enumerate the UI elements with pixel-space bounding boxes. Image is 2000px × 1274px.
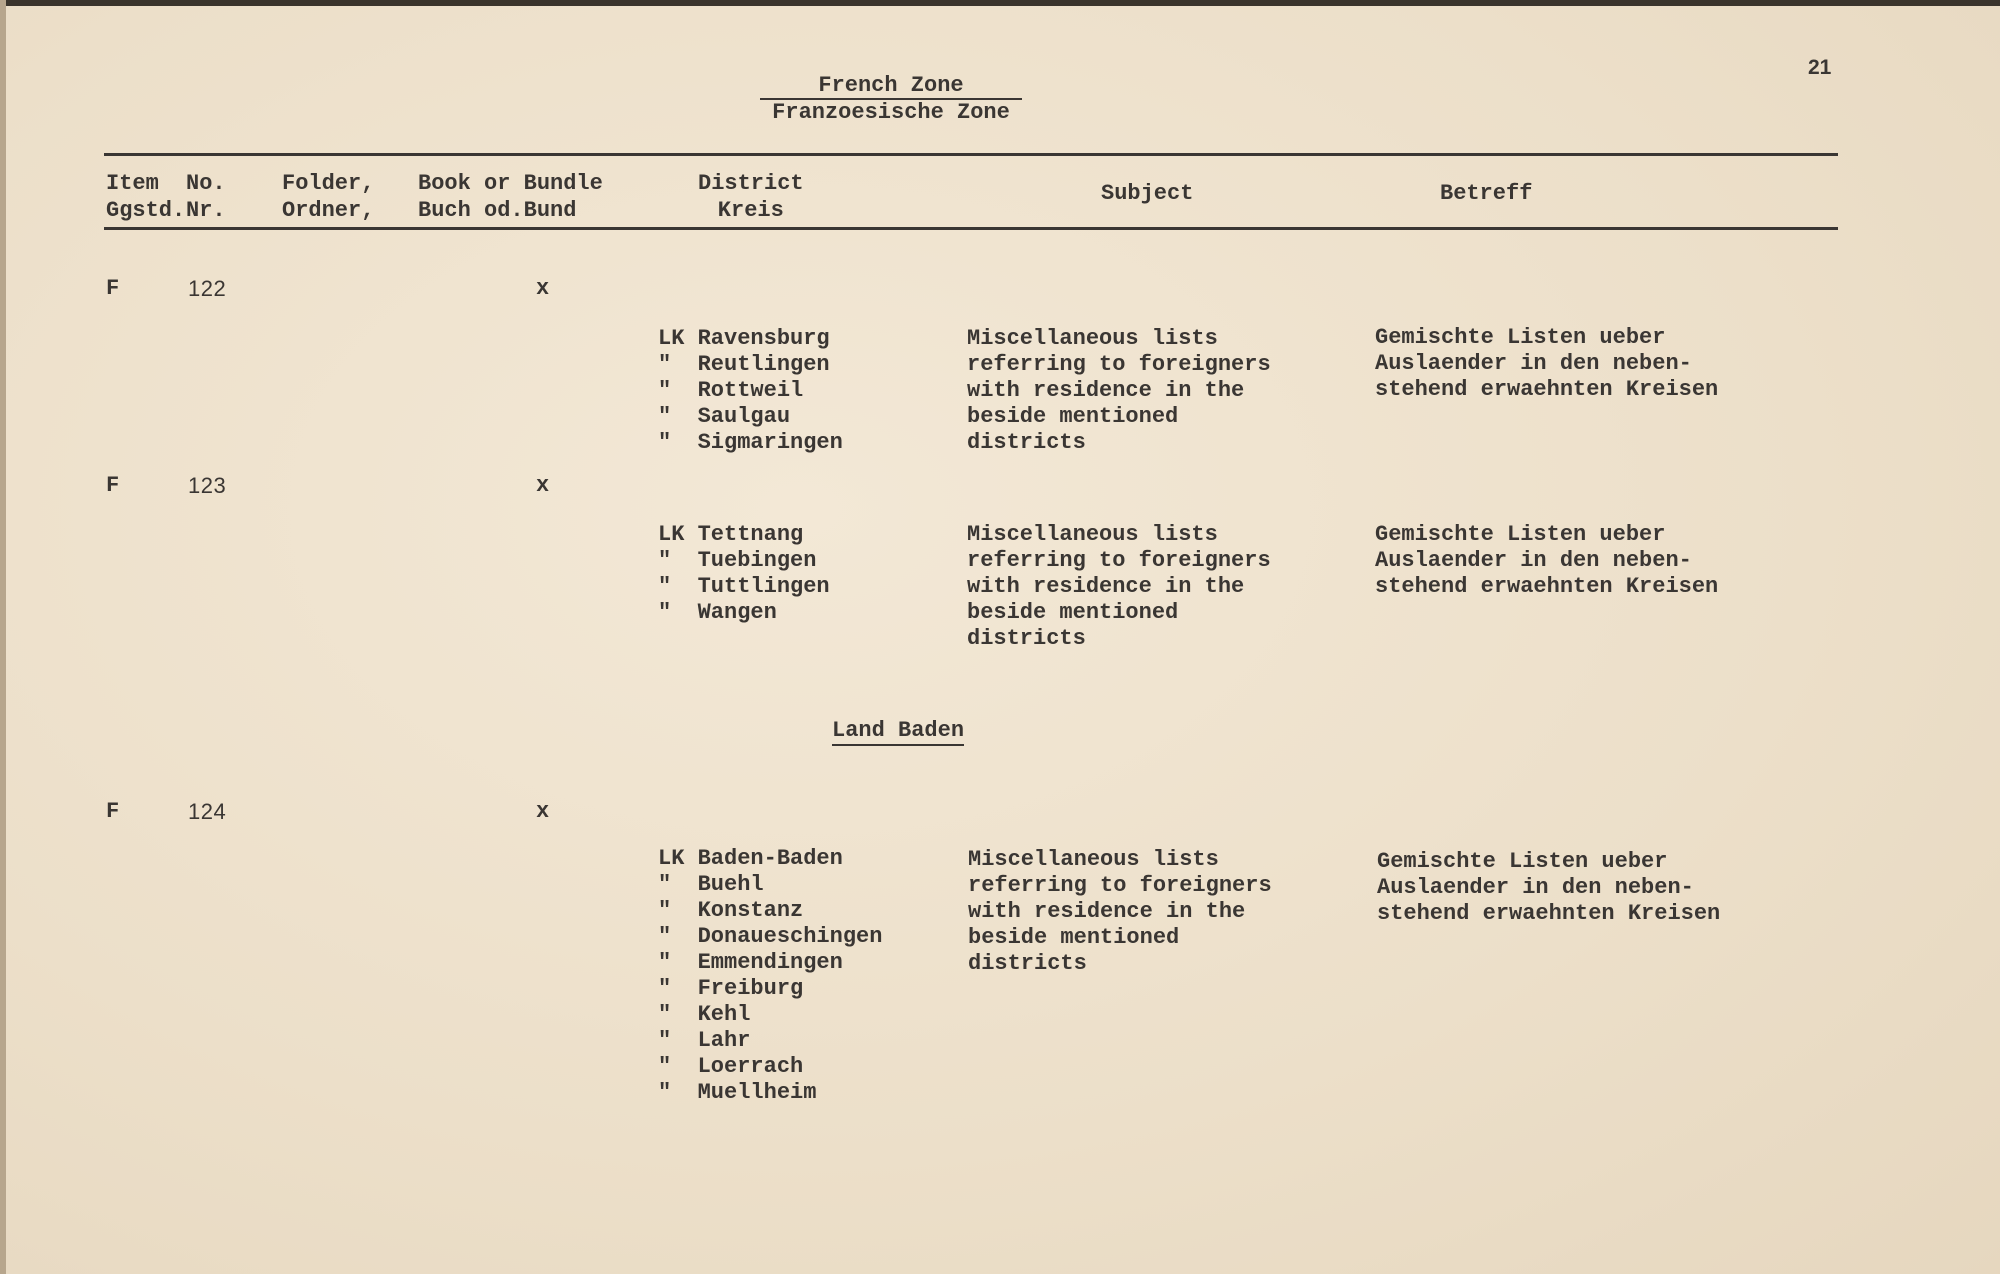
entry-item: F <box>106 276 120 301</box>
col-betreff-header: Betreff <box>1440 181 1533 206</box>
entry-no: 123 <box>188 473 227 498</box>
col-no-header: No. Nr. <box>186 171 226 223</box>
entry-subject: Miscellaneous lists referring to foreigners with residence in the beside mentioned districts <box>967 522 1271 651</box>
page-top-edge <box>0 0 2000 6</box>
entry-subject: Miscellaneous lists referring to foreigners with residence in the beside mentioned districts <box>967 326 1271 455</box>
entry-no: 122 <box>188 276 227 301</box>
page-left-edge <box>0 0 6 1274</box>
zone-title-en: French Zone <box>760 73 1022 100</box>
entry-districts: LK Ravensburg " Reutlingen " Rottweil " Saulgau " Sigmaringen <box>658 326 843 455</box>
entry-no: 124 <box>188 799 227 824</box>
entry-item: F <box>106 799 120 824</box>
col-item-header: Item Ggstd. <box>106 171 186 223</box>
entry-item: F <box>106 473 120 498</box>
entry-betreff: Gemischte Listen ueber Auslaender in den neben- stehend erwaehnten Kreisen <box>1375 325 1719 402</box>
col-district-header: District Kreis <box>698 171 804 223</box>
entry-subject: Miscellaneous lists referring to foreigners with residence in the beside mentioned districts <box>968 847 1272 976</box>
page-number: 21 <box>1808 56 1832 79</box>
entry-districts: LK Baden-Baden " Buehl " Konstanz " Donaueschingen " Emmendingen " Freiburg " Kehl " Lahr " Loerrach " Muellheim <box>658 846 883 1105</box>
header-top-rule <box>104 153 1838 156</box>
entry-bundle-mark: x <box>536 276 550 301</box>
entry-districts: LK Tettnang " Tuebingen " Tuttlingen " Wangen <box>658 522 830 625</box>
header-bottom-rule <box>104 227 1838 230</box>
zone-title <box>760 73 1022 125</box>
entry-betreff: Gemischte Listen ueber Auslaender in den neben- stehend erwaehnten Kreisen <box>1377 849 1721 926</box>
entry-bundle-mark: x <box>536 799 550 824</box>
col-folder-header: Folder, Ordner, <box>282 171 375 223</box>
section-heading-land-baden: Land Baden <box>832 718 964 746</box>
col-book-header: Book or Bundle Buch od.Bund <box>418 171 603 223</box>
zone-title-de: Franzoesische Zone <box>772 100 1010 125</box>
col-subject-header: Subject <box>1101 181 1194 206</box>
entry-bundle-mark: x <box>536 473 550 498</box>
entry-betreff: Gemischte Listen ueber Auslaender in den neben- stehend erwaehnten Kreisen <box>1375 522 1719 599</box>
